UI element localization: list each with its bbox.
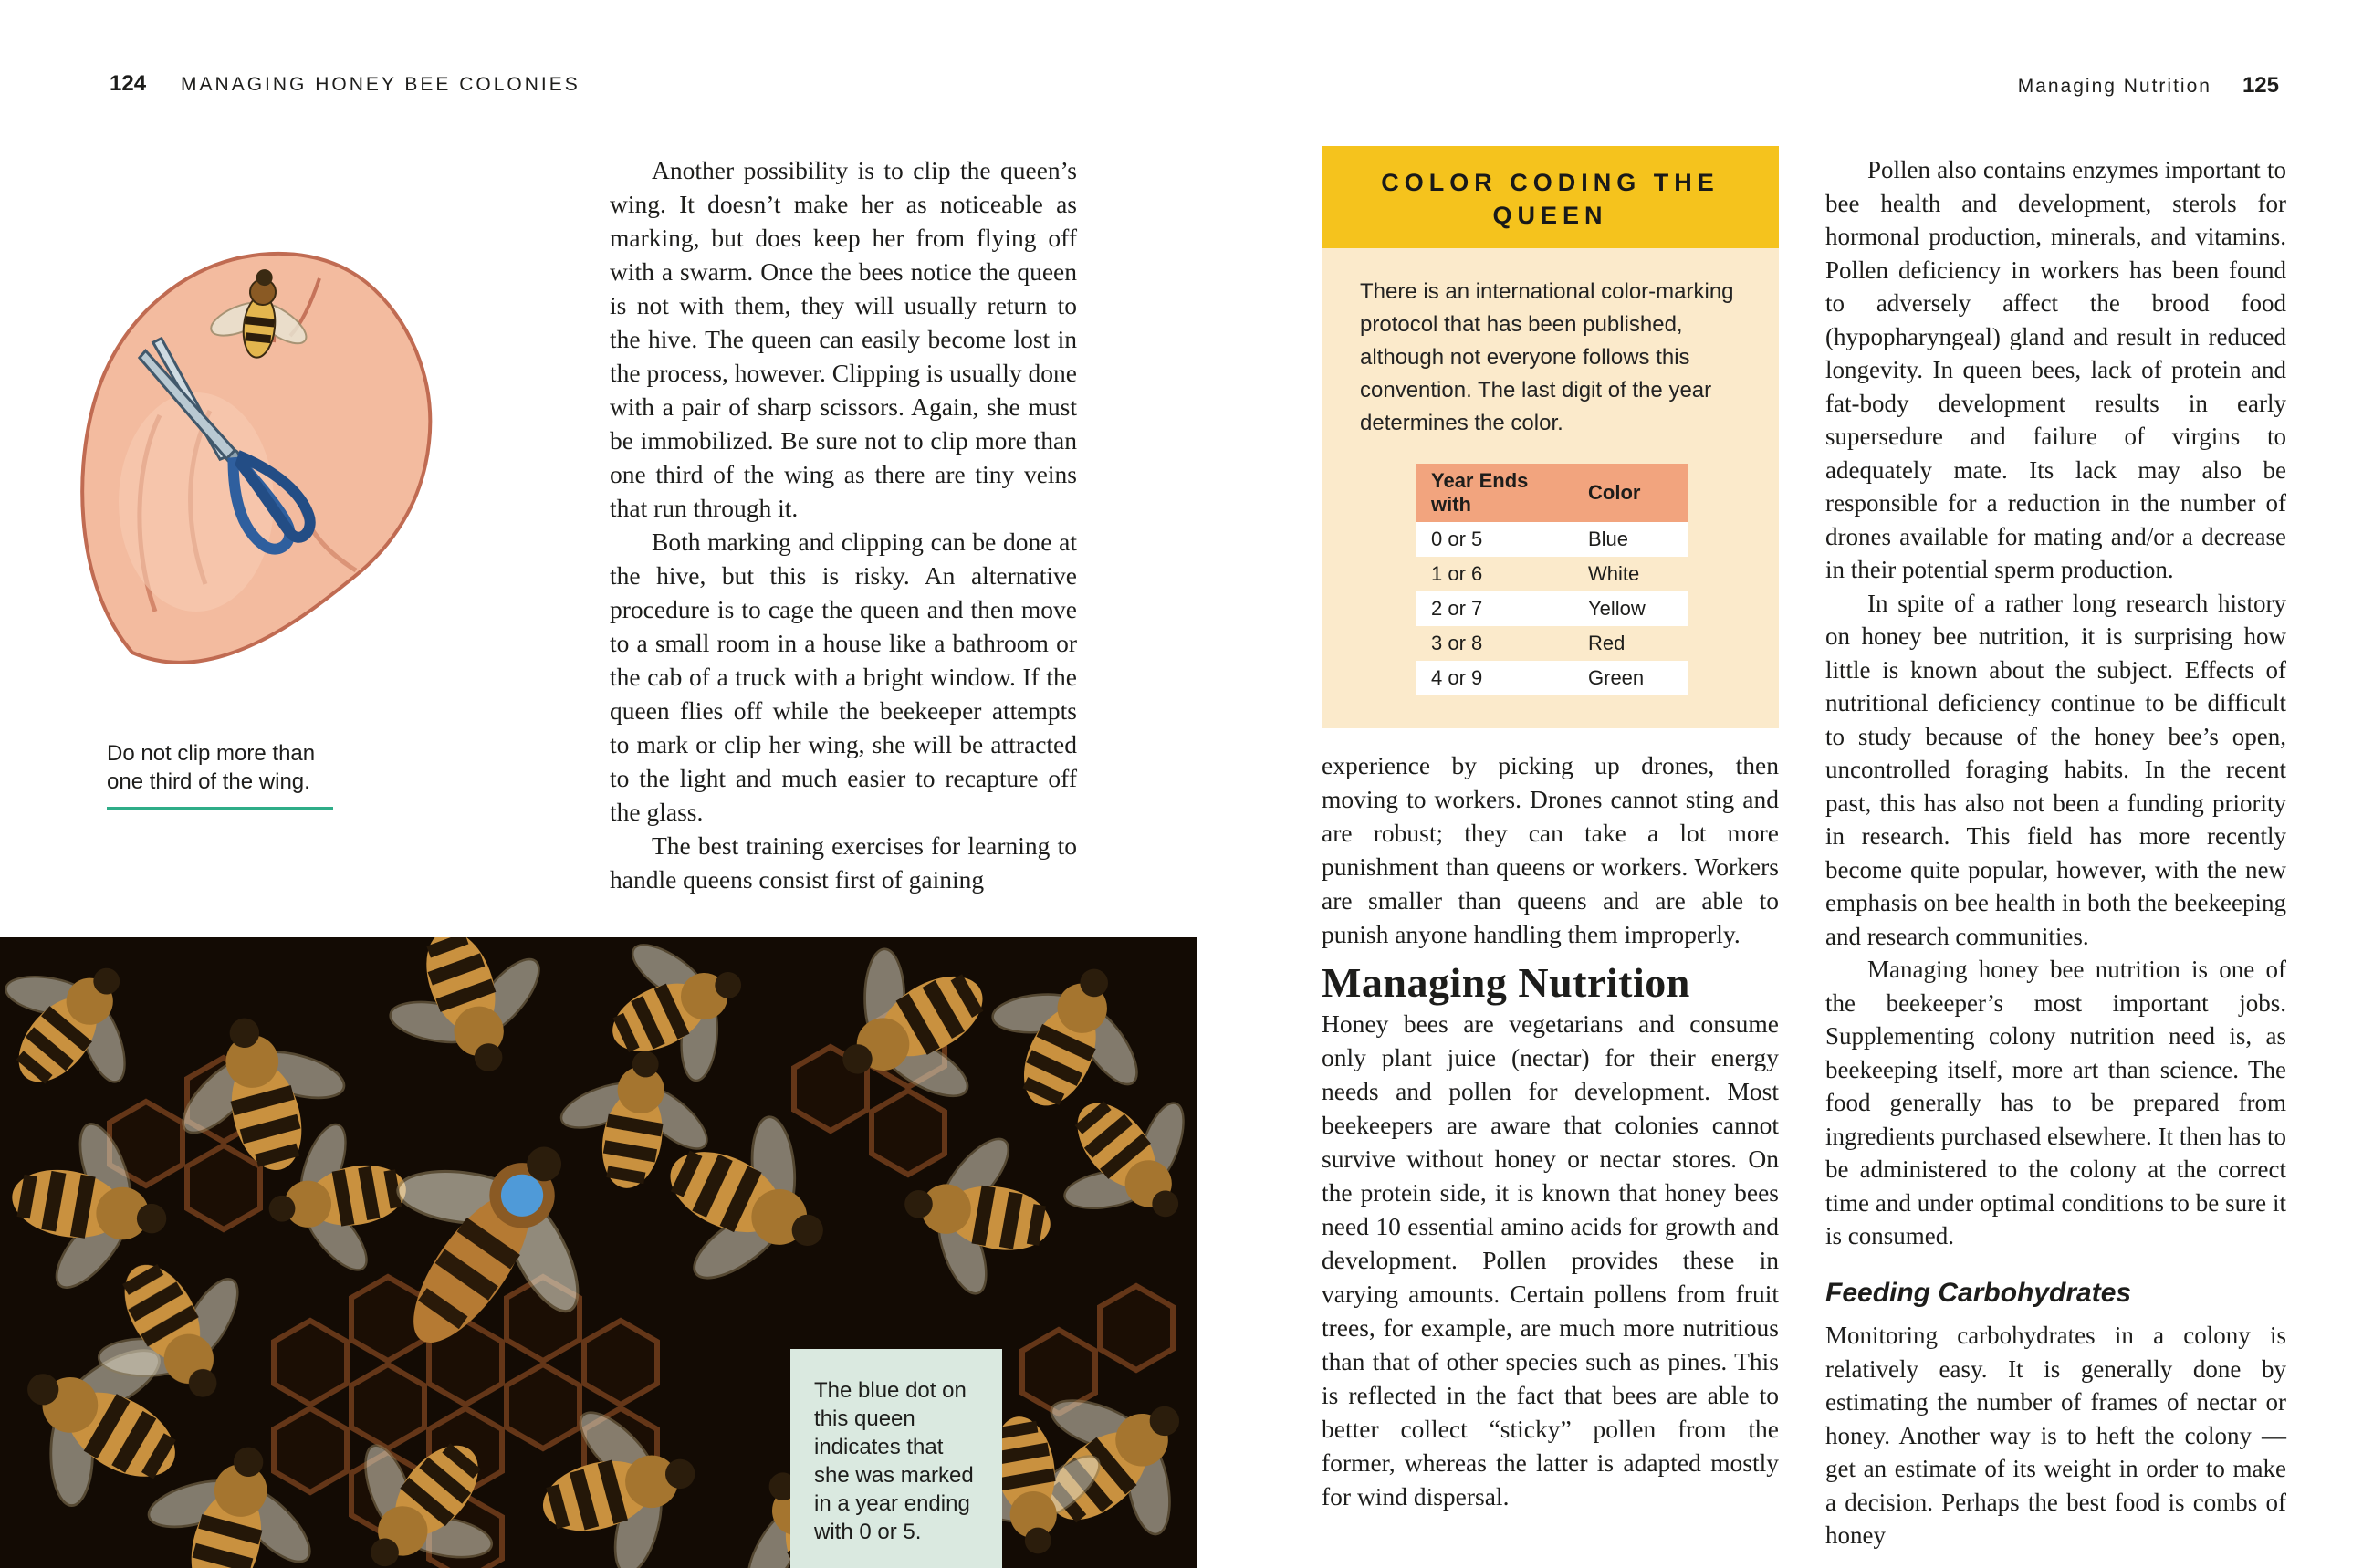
caption-rule [107,807,333,810]
paragraph: Pollen also contains enzymes important to bee health and development, sterols for hormonal production, minerals, and vitamins. Pollen deficiency in workers has been found to adversely affect the brood food (hypopharyngeal) gland and result in reduced longevity. In queen bees, lack of protein and fat-body development results in early supersedure and failure of virgins to adequately mate. Its lack may also be responsible for a reduction in the number of drones available for mating and/or a decrease in their potential sperm production. [1825,156,2286,583]
middle-text-column [1322,748,1779,1513]
table-row: 2 or 7 Yellow [1416,591,1688,626]
hand-holding-queen-illustration [46,155,484,721]
photo-caption-box [790,1349,1002,1568]
table-row: 3 or 8 Red [1416,626,1688,661]
table-row: 0 or 5 Blue [1416,522,1688,557]
sidebar-intro: There is an international color-marking protocol that has been published, although not everyone follows this convention. The last digit of the year determines the color. [1360,279,1734,435]
continuation-paragraph: experience by picking up drones, then moving to workers. Drones cannot sting and are robust; they can take a lot more punishment than queens or workers. Workers are smaller than queens and are able to punish anyone handling them improperly. [1322,751,1779,948]
subsection-heading: Feeding Carbohydrates [1825,1277,2132,1308]
section-heading: Managing Nutrition [1322,959,1690,1006]
table-row: 4 or 9 Green [1416,661,1688,695]
left-running-head-group [110,71,580,97]
illustration-caption: Do not clip more than one third of the wing. [107,741,316,794]
color-table [1416,464,1688,695]
left-running-head: MANAGING HONEY BEE COLONIES [181,74,580,95]
section-paragraph: Honey bees are vegetarians and consume only plant juice (nectar) for their energy needs and pollen for development. Most beekeepers are aware that colonies cannot survive without honey or nectar stores. On the protein side, it is known that honey bees need 10 essential amino acids for growth and development. Pollen provides these in varying amounts. Certain pollens from fruit trees, for example, are much more nutritious than that of other species such as pines. This is reflected in the fact that bees are able to better collect “sticky” pollen from the former, whereas the latter is adapted mostly for wind dispersal. [1322,1009,1779,1511]
table-row: 1 or 6 White [1416,557,1688,591]
paragraph: Managing honey bee nutrition is one of the beekeeper’s most important jobs. Supplementing colony nutrition need is, as beekeeping itself, more art than science. The food generally has to be prepared from ingredients purchased elsewhere. It then has to be administered to the colony at the correct time and under optimal conditions to be sure it is consumed. [1825,956,2286,1249]
bee-colony-photo-art [0,937,1197,1568]
left-page-number: 124 [110,71,147,96]
paragraph: In spite of a rather long research history on honey bee nutrition, it is surprising how little is known about the subject. Effects of nutritional deficiency continue to be difficult to study because of the honey bee’s open, uncontrolled foraging habits. In the recent past, this has also not been a funding priority in research. This field has more recently become quite popular, however, with the new emphasis on bee health in both the beekeeping and research communities. [1825,589,2286,950]
sidebar-box [1322,146,1779,728]
paragraph: Another possibility is to clip the queen’s wing. It doesn’t make her as noticeable as marking, but does keep her from flying off with a swarm. Once the bees notice the queen is not with them, they will usually return to the hive. The queen can easily become lost in the process, however. Clipping is usually done with a pair of sharp scissors. Again, she must be immobilized. Be sure not to clip more than one third of the wing as there are tiny veins that run through it. [610,156,1077,522]
paragraph: Both marking and clipping can be done at the hive, but this is risky. An alternative procedure is to cage the queen and then move to a small room in a house like a bathroom or the cab of a truck with a bright window. If the queen flies off while the beekeeper attempts to mark or clip her wing, she will be attracted to the light and much easier to recapture off the glass. [610,528,1077,826]
right-text-column [1825,153,2286,1552]
photo-caption: The blue dot on this queen indicates that she was marked in a year ending with 0 or 5. [814,1378,974,1544]
table-header-row: Year Ends with Color [1416,464,1688,522]
right-running-head: Managing Nutrition [2017,76,2211,97]
right-running-head-group [2018,73,2279,99]
subsection-paragraph: Monitoring carbohydrates in a colony is relatively easy. It is generally done by estimating the number of frames of nectar or honey. Another way is to heft the colony — get an estimate of its weight in order to make a decision. Perhaps the best food is combs of honey [1825,1322,2286,1549]
sidebar-title: COLOR CODING THE QUEEN [1322,146,1779,248]
right-page-number: 125 [2242,73,2279,98]
left-text-column [610,153,1077,896]
queen-clipping-illustration [46,155,484,721]
sidebar-body [1322,248,1779,728]
bee-colony-photo [0,937,1197,1568]
paragraph: The best training exercises for learning to handle queens consist first of gaining [610,831,1077,894]
